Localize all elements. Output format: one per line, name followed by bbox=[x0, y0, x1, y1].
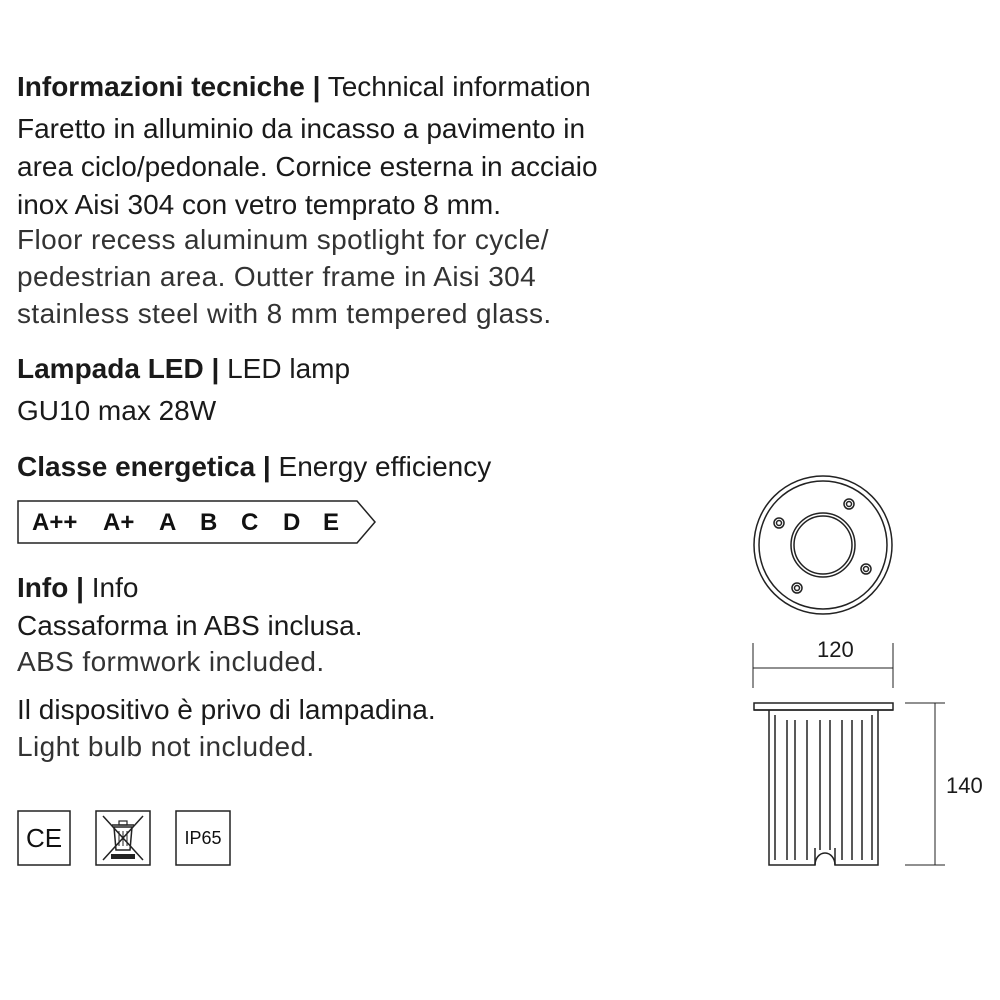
separator: | bbox=[262, 451, 271, 482]
product-drawing bbox=[740, 470, 960, 870]
energy-title-it: Classe energetica bbox=[17, 451, 256, 482]
energy-class-a-plus: A+ bbox=[103, 509, 135, 536]
technical-heading bbox=[17, 68, 591, 106]
energy-title-en: Energy efficiency bbox=[278, 451, 492, 482]
energy-heading bbox=[17, 448, 491, 486]
info-line1-it: Cassaforma in ABS inclusa. bbox=[17, 610, 363, 641]
energy-class-a: A bbox=[159, 509, 177, 536]
height-dimension-label: 140 bbox=[946, 773, 983, 798]
ce-mark-icon bbox=[17, 810, 71, 871]
technical-title-it: Informazioni tecniche bbox=[17, 71, 305, 102]
energy-class-b: B bbox=[200, 509, 218, 536]
info-line1-en: ABS formwork included. bbox=[17, 646, 325, 677]
info-heading bbox=[17, 569, 138, 607]
energy-class-arrow bbox=[17, 500, 377, 544]
technical-it-line-2: area ciclo/pedonale. Cornice esterna in acciaio bbox=[17, 151, 598, 182]
lamp-title-en: LED lamp bbox=[227, 353, 351, 384]
technical-drawing bbox=[740, 470, 960, 875]
separator: | bbox=[76, 572, 84, 603]
info-line2-en: Light bulb not included. bbox=[17, 731, 315, 762]
technical-en-line-1: Floor recess aluminum spotlight for cycle/ bbox=[17, 224, 549, 255]
technical-it-line-3: inox Aisi 304 con vetro temprato 8 mm. bbox=[17, 189, 501, 220]
weee-crossed-bin-icon bbox=[95, 810, 151, 871]
width-dimension-label: 120 bbox=[817, 637, 854, 662]
technical-en-line-3: stainless steel with 8 mm tempered glass. bbox=[17, 298, 552, 329]
lamp-value: GU10 max 28W bbox=[17, 395, 217, 426]
technical-en-line-2: pedestrian area. Outter frame in Aisi 304 bbox=[17, 261, 537, 292]
technical-title-en: Technical information bbox=[327, 71, 591, 102]
svg-text:CE: CE bbox=[25, 823, 63, 853]
ip65-rating-icon bbox=[175, 810, 231, 871]
svg-text:IP65: IP65 bbox=[184, 828, 222, 848]
technical-it-line-1: Faretto in alluminio da incasso a pavimento in bbox=[17, 113, 586, 144]
info-title-en: Info bbox=[91, 572, 139, 603]
lamp-title-it: Lampada LED bbox=[17, 353, 204, 384]
lamp-heading bbox=[17, 350, 350, 388]
height-dimension-line bbox=[905, 703, 945, 865]
energy-class-d: D bbox=[283, 509, 301, 536]
top-view bbox=[754, 476, 892, 614]
energy-class-e: E bbox=[323, 509, 340, 536]
info-title-it: Info bbox=[17, 572, 69, 603]
energy-class-a-plus-plus: A++ bbox=[32, 509, 78, 536]
info-line2-it: Il dispositivo è privo di lampadina. bbox=[17, 694, 436, 725]
separator: | bbox=[312, 71, 321, 102]
side-view bbox=[754, 703, 893, 865]
separator: | bbox=[211, 353, 220, 384]
energy-class-c: C bbox=[241, 509, 259, 536]
